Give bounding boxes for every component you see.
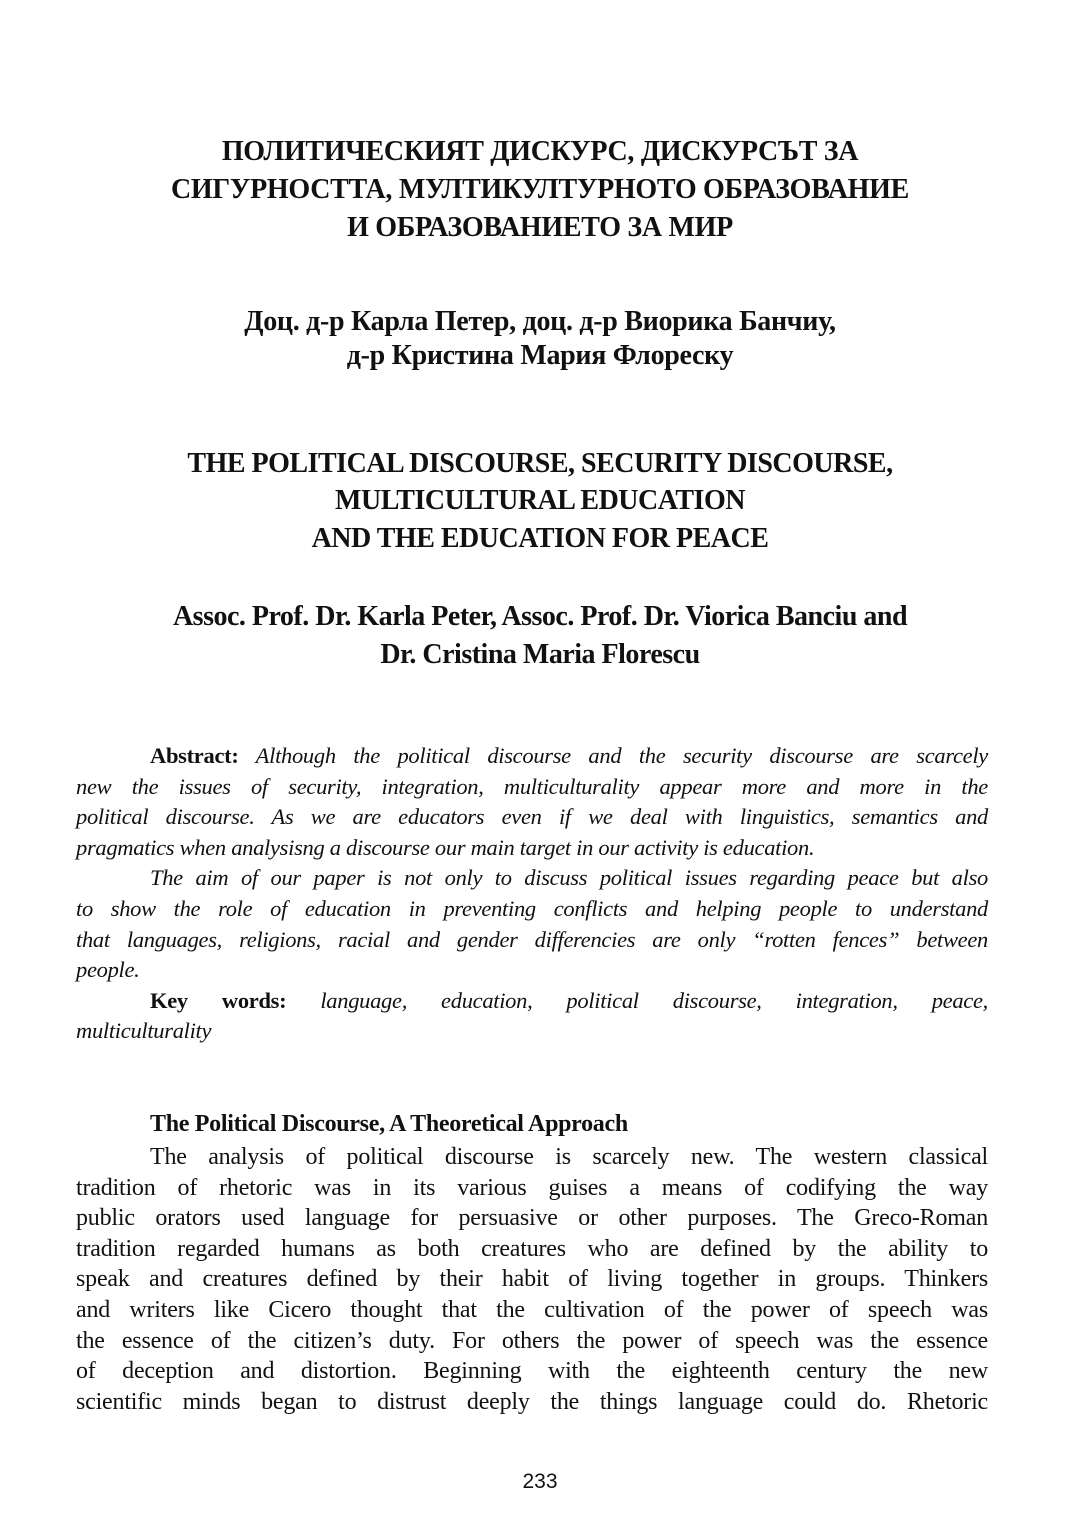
body-line: The analysis of political discourse is scarcely new. The western classical xyxy=(150,1144,988,1170)
body-text xyxy=(76,1142,988,1417)
title-bg-line-2: СИГУРНОСТТА, МУЛТИКУЛТУРНОТО ОБРАЗОВАНИЕ xyxy=(170,174,910,205)
keywords-line xyxy=(76,986,988,1017)
abstract xyxy=(76,741,988,1047)
authors-en-line-2: Dr. Cristina Maria Florescu xyxy=(380,639,700,670)
page-number: 233 xyxy=(522,1470,558,1493)
body-line: public orators used language for persuasive or other purposes. The Greco-Roman xyxy=(76,1205,988,1232)
abstract-line: political discourse. As we are educators even if we deal with linguistics, semantics and xyxy=(76,804,988,830)
abstract-label: Abstract: xyxy=(150,743,239,768)
abstract-text: Although the political discourse and the security discourse are scarcely xyxy=(238,743,988,768)
abstract-line: The aim of our paper is not only to discuss political issues regarding peace but also xyxy=(150,865,988,891)
title-bg-line-3: И ОБРАЗОВАНИЕТО ЗА МИР xyxy=(347,212,733,243)
body-line: speak and creatures defined by their habit of living together in groups. Thinkers xyxy=(76,1266,988,1293)
body-line: tradition of rhetoric was in its various guises a means of codifying the way xyxy=(76,1174,988,1201)
body-line: tradition regarded humans as both creatures who are defined by the ability to xyxy=(76,1235,988,1262)
body-line: scientific minds began to distrust deeply the things language could do. Rhetoric xyxy=(76,1388,988,1415)
abstract-line: to show the role of education in preventing conflicts and helping people to understand xyxy=(76,895,988,921)
abstract-line: new the issues of security, integration, multiculturality appear more and more in the xyxy=(76,773,988,799)
body-line: and writers like Cicero thought that the cultivation of the power of speech was xyxy=(76,1296,988,1323)
authors-bg-line-1: Доц. д-р Карла Петер, доц. д-р Виорика Банчиу, xyxy=(244,306,836,337)
abstract-line: that languages, religions, racial and gender differencies are only “rotten fences” between xyxy=(76,926,988,952)
abstract-line xyxy=(76,741,988,772)
title-en-line-2: MULTICULTURAL EDUCATION xyxy=(335,485,745,516)
authors-en-line-1: Assoc. Prof. Dr. Karla Peter, Assoc. Prof. Dr. Viorica Banciu and xyxy=(172,601,908,632)
keywords-line: multiculturality xyxy=(76,1018,212,1044)
abstract-line: pragmatics when analysisng a discourse our main target in our activity is education. xyxy=(76,834,815,860)
body-line: the essence of the citizen’s duty. For others the power of speech was the essence xyxy=(76,1327,988,1354)
title-en-line-1: THE POLITICAL DISCOURSE, SECURITY DISCOURSE, xyxy=(187,448,893,479)
keywords-label: Key words: xyxy=(150,987,287,1013)
title-en-line-3: AND THE EDUCATION FOR PEACE xyxy=(311,523,769,554)
keywords-text: language, education, political discourse, integration, peace, xyxy=(286,987,988,1013)
body-line: of deception and distortion. Beginning with the eighteenth century the new xyxy=(76,1358,988,1385)
abstract-line: people. xyxy=(76,957,140,983)
section-heading: The Political Discourse, A Theoretical Approach xyxy=(150,1111,628,1137)
authors-bg-line-2: д-р Кристина Мария Флореску xyxy=(346,340,734,371)
title-bg-line-1: ПОЛИТИЧЕСКИЯТ ДИСКУРС, ДИСКУРСЪТ ЗА xyxy=(221,136,859,167)
